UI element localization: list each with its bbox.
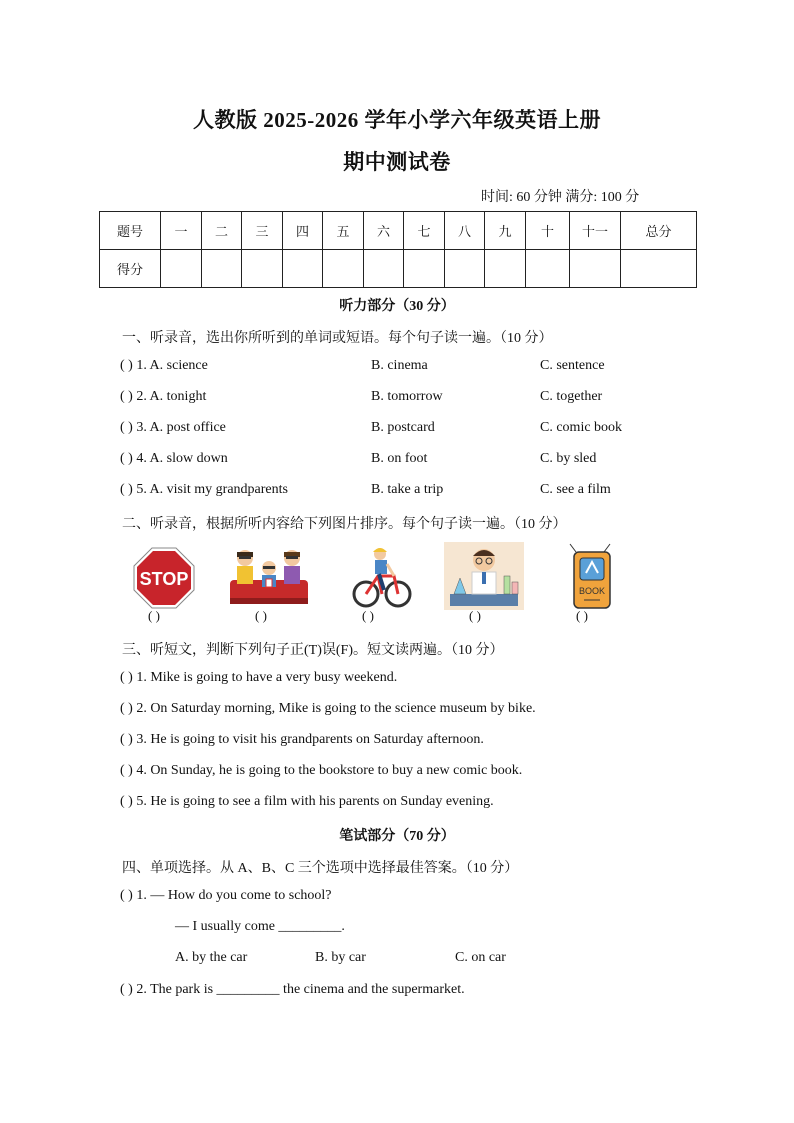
table-cell: 二 [202,212,242,250]
table-cell: 一 [161,212,202,250]
p1-q1-option-a: ( ) 1. A. science [120,358,208,373]
score-input-cell[interactable] [445,250,485,288]
table-cell: 三 [242,212,283,250]
picture-2-paren: ( ) [255,608,267,623]
table-cell: 四 [283,212,323,250]
part4-title: 四、单项选择。从 A、B、C 三个选项中选择最佳答案。（10 分） [122,861,519,876]
p3-statement-3: ( ) 3. He is going to visit his grandparents on Saturday afternoon. [120,732,484,747]
score-input-cell[interactable] [283,250,323,288]
p1-q3-option-c: C. comic book [540,420,623,435]
p1-q2-option-b: B. tomorrow [371,389,443,404]
score-table [99,211,697,288]
book-label-text: BOOK [578,586,606,596]
p1-q1-option-b: B. cinema [371,358,428,373]
table-cell: 九 [485,212,526,250]
picture-1-paren: ( ) [148,608,160,623]
score-input-cell[interactable] [323,250,364,288]
comic-book-icon [566,540,616,614]
p1-q5-option-b: B. take a trip [371,482,444,497]
part2-title: 二、听录音，根据所听内容给下列图片排序。每个句子读一遍。（10 分） [122,517,567,532]
p1-q4-option-a: ( ) 4. A. slow down [120,451,228,466]
exam-subtitle: 期中测试卷 [343,150,451,174]
p1-q4-option-b: B. on foot [371,451,428,466]
score-input-cell[interactable] [161,250,202,288]
score-input-cell[interactable] [404,250,445,288]
p1-q2-option-a: ( ) 2. A. tonight [120,389,207,404]
score-input-cell[interactable] [621,250,697,288]
picture-4-paren: ( ) [469,608,481,623]
p1-q3-option-b: B. postcard [371,420,435,435]
p4-q2-question: ( ) 2. The park is _________ the cinema and the supermarket. [120,982,465,997]
table-cell: 六 [364,212,404,250]
stop-sign-icon [130,546,198,610]
p1-q2-option-c: C. together [540,389,603,404]
p3-statement-2: ( ) 2. On Saturday morning, Mike is going to the science museum by bike. [120,701,536,716]
p4-q1-answer-line: — I usually come _________. [175,919,345,934]
table-cell: 七 [404,212,445,250]
score-input-cell[interactable] [526,250,570,288]
score-input-cell[interactable] [364,250,404,288]
p1-q3-option-a: ( ) 3. A. post office [120,420,226,435]
exam-title: 人教版 2025-2026 学年小学六年级英语上册 [193,108,601,132]
scientist-lab-icon [444,542,524,610]
score-input-cell[interactable] [202,250,242,288]
p4-q1-option-b: B. by car [315,950,366,965]
table-cell: 五 [323,212,364,250]
part1-title: 一、听录音，选出你所听到的单词或短语。每个句子读一遍。（10 分） [122,331,553,346]
table-cell: 十一 [570,212,621,250]
written-heading: 笔试部分（70 分） [339,829,455,844]
cinema-family-icon [228,546,310,608]
p4-q1-question: ( ) 1. — How do you come to school? [120,888,332,903]
p1-q5-option-c: C. see a film [540,482,611,497]
table-cell: 得分 [100,250,161,288]
p4-q1-option-c: C. on car [455,950,506,965]
p4-q1-option-a: A. by the car [175,950,248,965]
picture-5-paren: ( ) [576,608,588,623]
cyclist-icon [352,546,412,610]
p3-statement-1: ( ) 1. Mike is going to have a very busy weekend. [120,670,398,685]
score-input-cell[interactable] [570,250,621,288]
score-input-cell[interactable] [485,250,526,288]
score-table-score-row [100,250,697,288]
score-input-cell[interactable] [242,250,283,288]
table-cell: 八 [445,212,485,250]
p1-q1-option-c: C. sentence [540,358,605,373]
stop-sign-text: STOP [139,569,189,589]
table-cell: 总分 [621,212,697,250]
p3-statement-4: ( ) 4. On Sunday, he is going to the bookstore to buy a new comic book. [120,763,523,778]
time-info: 时间: 60 分钟 满分: 100 分 [481,190,640,205]
table-cell: 题号 [100,212,161,250]
p1-q5-option-a: ( ) 5. A. visit my grandparents [120,482,288,497]
listening-heading: 听力部分（30 分） [339,299,455,314]
p3-statement-5: ( ) 5. He is going to see a film with his parents on Sunday evening. [120,794,494,809]
part3-title: 三、听短文，判断下列句子正(T)误(F)。短文读两遍。（10 分） [122,643,504,658]
picture-3-paren: ( ) [362,608,374,623]
table-cell: 十 [526,212,570,250]
p1-q4-option-c: C. by sled [540,451,597,466]
score-table-header-row [100,212,697,250]
